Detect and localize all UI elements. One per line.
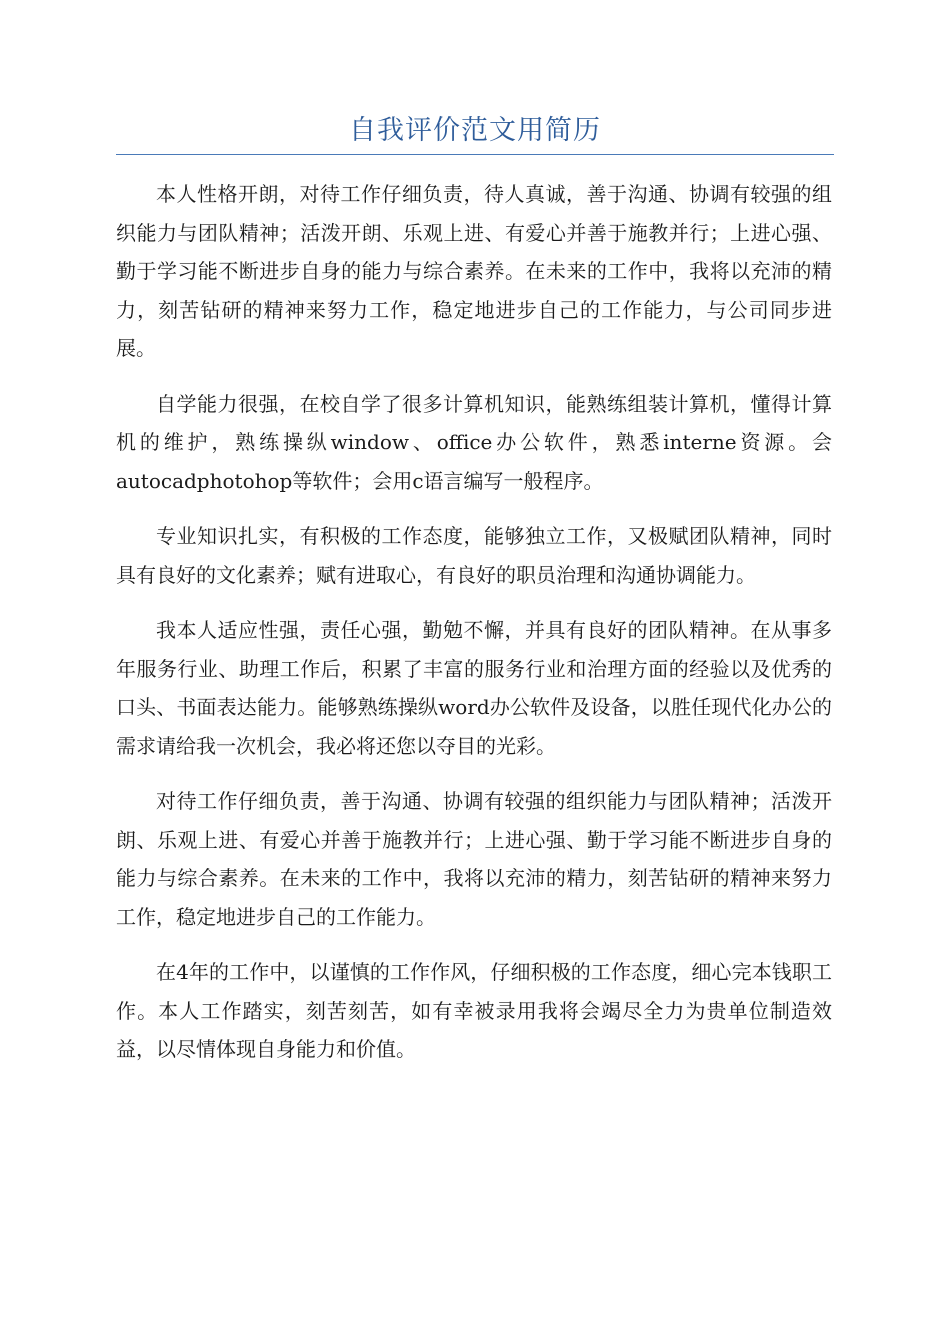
paragraph-professional-knowledge: 专业知识扎实，有积极的工作态度，能够独立工作，又极赋团队精神，同时具有良好的文化素养；赋有进取心，有良好的职员治理和沟通协调能力。 [116, 524, 832, 587]
title-underline [116, 154, 834, 155]
paragraph-adaptability: 我本人适应性强，责任心强，勤勉不懈，并具有良好的团队精神。在从事多年服务行业、助理工作后，积累了丰富的服务行业和治理方面的经验以及优秀的口头、书面表达能力。能够熟练操纵word办公软件及设备，以胜任现代化办公的需求请给我一次机会，我必将还您以夺目的光彩。 [116, 618, 832, 758]
document-body [116, 175, 832, 1086]
paragraph-computer-skills: 自学能力很强，在校自学了很多计算机知识，能熟练组装计算机，懂得计算机的维护，熟练操纵window、office办公软件，熟悉interne资源。会autocadphotohop等软件；会用c语言编写一般程序。 [116, 391, 832, 493]
paragraph-personality: 本人性格开朗，对待工作仔细负责，待人真诚，善于沟通、协调有较强的组织能力与团队精神；活泼开朗、乐观上进、有爱心并善于施教并行；上进心强、勤于学习能不断进步自身的能力与综合素养。在未来的工作中，我将以充沛的精力，刻苦钻研的精神来努力工作，稳定地进步自己的工作能力，与公司同步进展。 [116, 182, 832, 360]
document-title: 自我评价范文用简历 [349, 115, 601, 146]
paragraph-work-experience: 在4年的工作中，以谨慎的工作作风，仔细积极的工作态度，细心完本钱职工作。本人工作踏实，刻苦刻苦，如有幸被录用我将会竭尽全力为贵单位制造效益，以尽情体现自身能力和价值。 [116, 960, 832, 1061]
paragraph-work-attitude: 对待工作仔细负责，善于沟通、协调有较强的组织能力与团队精神；活泼开朗、乐观上进、有爱心并善于施教并行；上进心强、勤于学习能不断进步自身的能力与综合素养。在未来的工作中，我将以充沛的精力，刻苦钻研的精神来努力工作，稳定地进步自己的工作能力。 [116, 789, 832, 929]
